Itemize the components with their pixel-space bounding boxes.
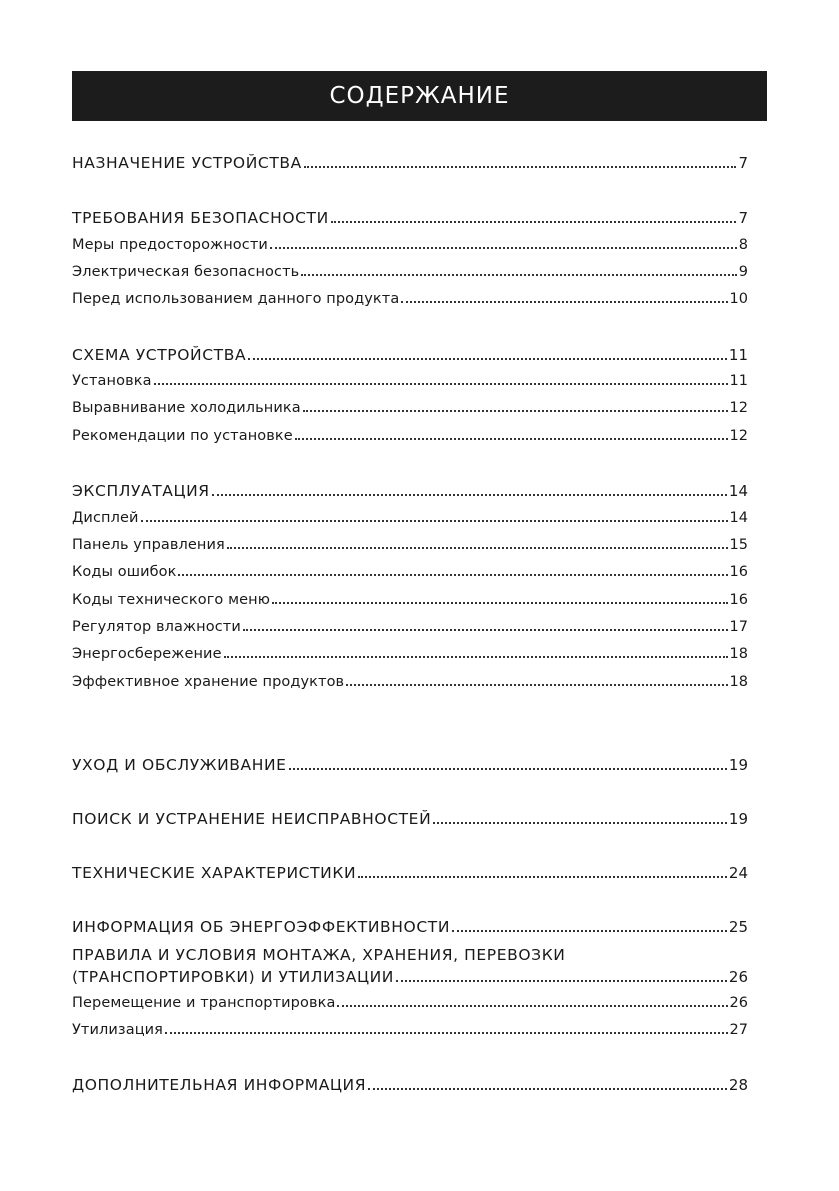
toc-entry-title: НАЗНАЧЕНИЕ УСТРОЙСТВА (72, 154, 302, 172)
toc-entry-page: 7 (738, 209, 748, 227)
dot-leader (346, 684, 727, 686)
toc-entry-page: 7 (738, 154, 748, 172)
toc-entry-page: 27 (729, 1022, 748, 1038)
toc-entry-title: ПОИСК И УСТРАНЕНИЕ НЕИСПРАВНОСТЕЙ (72, 810, 432, 828)
toc-entry-page: 10 (729, 291, 748, 307)
toc-entry-title: Дисплей (72, 510, 139, 526)
toc-entry-page: 16 (729, 564, 748, 580)
dot-leader (303, 410, 728, 412)
dot-leader (212, 494, 727, 496)
toc-entry-safety[interactable] (72, 209, 748, 231)
dot-leader (368, 1088, 727, 1090)
toc-entry-title: ТРЕБОВАНИЯ БЕЗОПАСНОСТИ (72, 209, 329, 227)
toc-entry-page: 19 (728, 756, 748, 774)
dot-leader (401, 301, 727, 303)
toc-entry-additional-info[interactable] (72, 1076, 748, 1098)
toc-entry-title: Утилизация (72, 1022, 164, 1038)
toc-entry-title: Перед использованием данного продукта (72, 291, 400, 307)
toc-entry-page: 8 (738, 237, 748, 253)
toc-entry-energy-saving[interactable] (72, 646, 748, 668)
dot-leader (243, 629, 728, 631)
toc-entry-page: 28 (728, 1076, 748, 1094)
toc-entry-page: 9 (738, 264, 748, 280)
toc-entry-page: 12 (729, 400, 748, 416)
toc-entry-title: ЭКСПЛУАТАЦИЯ (72, 482, 210, 500)
toc-entry-title: Перемещение и транспортировка (72, 995, 336, 1011)
toc-entry-page: 25 (728, 918, 748, 936)
dot-leader (452, 930, 727, 932)
dot-leader (248, 358, 727, 360)
dot-leader (154, 383, 728, 385)
toc-entry-error-codes[interactable] (72, 564, 748, 586)
toc-entry-page: 18 (729, 674, 748, 690)
toc-entry-before-use[interactable] (72, 291, 748, 313)
dot-leader (331, 221, 737, 223)
toc-entry-operation[interactable] (72, 482, 748, 504)
toc-entry-title: УХОД И ОБСЛУЖИВАНИЕ (72, 756, 287, 774)
toc-entry-display[interactable] (72, 510, 748, 532)
toc-entry-humidity-control[interactable] (72, 619, 748, 641)
toc-entry-title: СХЕМА УСТРОЙСТВА (72, 346, 247, 364)
toc-entry-page: 11 (728, 346, 748, 364)
toc-entry-page: 24 (728, 864, 748, 882)
dot-leader (304, 166, 737, 168)
dot-leader (358, 876, 727, 878)
toc-entry-moving-transport[interactable] (72, 995, 748, 1017)
toc-entry-food-storage[interactable] (72, 674, 748, 696)
toc-entry-energy-efficiency[interactable] (72, 918, 748, 940)
toc-entry-title: Установка (72, 373, 152, 389)
dot-leader (227, 547, 728, 549)
toc-entry-rules[interactable] (72, 968, 748, 990)
dot-leader (433, 822, 727, 824)
dot-leader (272, 602, 728, 604)
toc-entry-page: 17 (729, 619, 748, 635)
toc-entry-page: 26 (729, 995, 748, 1011)
toc-entry-title: Рекомендации по установке (72, 428, 293, 444)
toc-entry-title: Электрическая безопасность (72, 264, 300, 280)
toc-entry-page: 16 (729, 592, 748, 608)
toc-entry-electrical-safety[interactable] (72, 264, 748, 286)
toc-entry-page: 15 (729, 537, 748, 553)
dot-leader (178, 574, 727, 576)
toc-entry-specifications[interactable] (72, 864, 748, 886)
toc-entry-title: ТЕХНИЧЕСКИЕ ХАРАКТЕРИСТИКИ (72, 864, 357, 882)
toc-entry-title: Энергосбережение (72, 646, 222, 662)
toc-entry-disposal[interactable] (72, 1022, 748, 1044)
toc-entry-title: (ТРАНСПОРТИРОВКИ) И УТИЛИЗАЦИИ (72, 968, 395, 986)
toc-entry-title: Меры предосторожности (72, 237, 268, 253)
toc-entry-title: ИНФОРМАЦИЯ ОБ ЭНЕРГОЭФФЕКТИВНОСТИ (72, 918, 451, 936)
dot-leader (141, 520, 728, 522)
toc-entry-precautions[interactable] (72, 237, 748, 259)
toc-entry-page: 14 (729, 510, 748, 526)
dot-leader (224, 656, 728, 658)
toc-entry-device-scheme[interactable] (72, 346, 748, 368)
toc-entry-page: 14 (728, 482, 748, 500)
dot-leader (295, 438, 728, 440)
toc-entry-title: ДОПОЛНИТЕЛЬНАЯ ИНФОРМАЦИЯ (72, 1076, 367, 1094)
toc-entry-rules-line1[interactable]: ПРАВИЛА И УСЛОВИЯ МОНТАЖА, ХРАНЕНИЯ, ПЕРЕВОЗКИ (72, 946, 566, 964)
toc-entry-leveling[interactable] (72, 400, 748, 422)
toc-entry-page: 19 (728, 810, 748, 828)
toc-entry-page: 11 (729, 373, 748, 389)
toc-entry-page: 12 (729, 428, 748, 444)
toc-entry-title: Коды технического меню (72, 592, 271, 608)
toc-entry-title: Выравнивание холодильника (72, 400, 301, 416)
dot-leader (301, 274, 736, 276)
toc-entry-title: Панель управления (72, 537, 225, 553)
toc-entry-purpose[interactable] (72, 154, 748, 176)
toc-entry-title: Коды ошибок (72, 564, 177, 580)
toc-entry-page: 26 (728, 968, 748, 986)
toc-entry-control-panel[interactable] (72, 537, 748, 559)
dot-leader (396, 980, 727, 982)
toc-entry-installation[interactable] (72, 373, 748, 395)
dot-leader (289, 768, 727, 770)
toc-entry-title: Регулятор влажности (72, 619, 241, 635)
dot-leader (337, 1005, 727, 1007)
toc-entry-care[interactable] (72, 756, 748, 778)
dot-leader (165, 1032, 728, 1034)
contents-header (72, 71, 767, 121)
toc-entry-installation-tips[interactable] (72, 428, 748, 450)
toc-entry-title: Эффективное хранение продуктов (72, 674, 345, 690)
dot-leader (270, 247, 737, 249)
toc-entry-tech-menu-codes[interactable] (72, 592, 748, 614)
toc-entry-troubleshooting[interactable] (72, 810, 748, 832)
page-title: СОДЕРЖАНИЕ (329, 83, 510, 109)
toc-entry-page: 18 (729, 646, 748, 662)
